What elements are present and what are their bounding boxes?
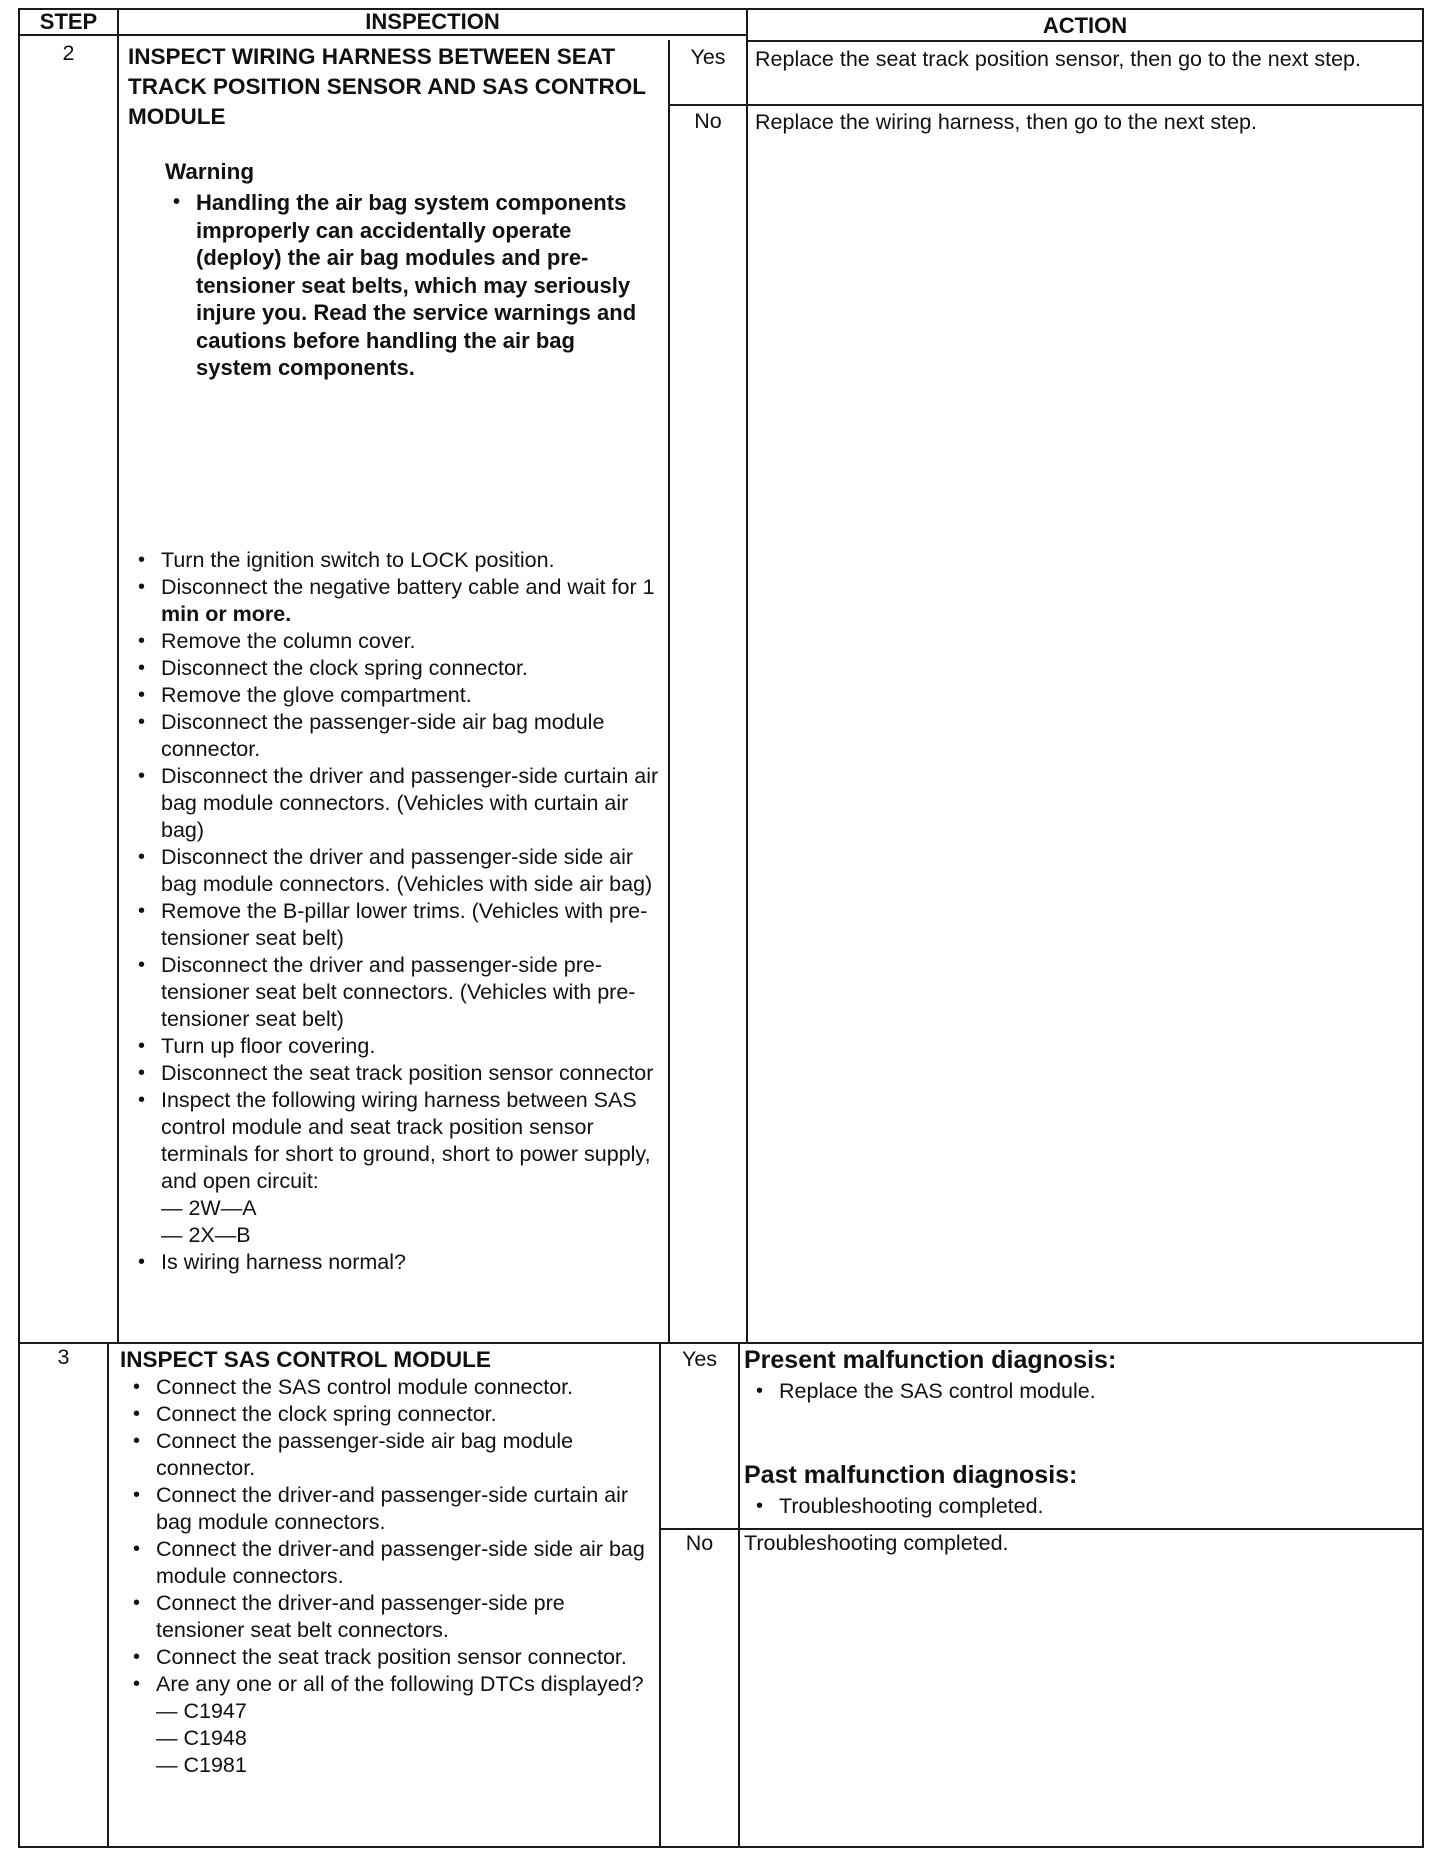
list-item: • Disconnect the seat track position sensor connector <box>130 1060 660 1087</box>
step3-title: INSPECT SAS CONTROL MODULE <box>120 1347 491 1372</box>
step2-no-action: Replace the wiring harness, then go to the next step. <box>755 110 1257 134</box>
list-item-text: Disconnect the negative battery cable and wait for 1 <box>161 575 655 599</box>
action-col-sep-row2 <box>746 8 748 1344</box>
list-item-text: Inspect the following wiring harness between SAS control module and seat track position sensor terminals for short to ground, short to power supply, and open circuit: <box>161 1088 651 1193</box>
list-item: • Connect the driver-and passenger-side pre tensioner seat belt connectors. <box>125 1590 655 1644</box>
step3-no-action: Troubleshooting completed. <box>744 1531 1009 1555</box>
header-underline-left <box>18 34 746 36</box>
list-item: • Connect the seat track position sensor connector. <box>125 1644 655 1671</box>
header-step: STEP <box>39 9 98 34</box>
list-item: • Remove the column cover. <box>130 628 660 655</box>
action-col-sep-row3 <box>738 1342 740 1848</box>
table-bottom-border <box>18 1846 1424 1848</box>
present-malfunction-list <box>748 1378 1408 1405</box>
list-item: • Remove the glove compartment. <box>130 682 660 709</box>
warning-text: • Handling the air bag system components improperly can accidentally operate (deploy) the air bag modules and pre-tensioner seat belts, which may seriously injure you. Read the service warnings and cautions before handling the air bag system components. <box>165 189 653 382</box>
list-item: • Connect the passenger-side air bag module connector. <box>125 1428 655 1482</box>
dtc-item: — C1947 <box>156 1699 247 1723</box>
step2-title: INSPECT WIRING HARNESS BETWEEN SEAT TRACK POSITION SENSOR AND SAS CONTROL MODULE <box>128 44 646 129</box>
step2-procedure-list <box>130 547 660 1276</box>
present-malfunction-heading: Present malfunction diagnosis: <box>744 1346 1117 1374</box>
list-item: • Connect the driver-and passenger-side curtain air bag module connectors. <box>125 1482 655 1536</box>
list-item: • Connect the clock spring connector. <box>125 1401 655 1428</box>
list-item <box>130 574 660 628</box>
list-item: • Disconnect the driver and passenger-side side air bag module connectors. (Vehicles with side air bag) <box>130 844 660 898</box>
list-item: • Is wiring harness normal? <box>130 1249 660 1276</box>
dtc-item: — C1981 <box>156 1753 247 1777</box>
list-item-bold: min or more. <box>161 602 292 626</box>
step3-procedure-list <box>125 1374 655 1779</box>
list-item-text: Are any one or all of the following DTCs displayed? <box>156 1672 644 1696</box>
header-underline-right <box>746 40 1424 42</box>
step-col-sep-row2 <box>117 8 119 1344</box>
warning-list <box>165 189 653 382</box>
list-item: • Disconnect the driver and passenger-side curtain air bag module connectors. (Vehicles with curtain air bag) <box>130 763 660 844</box>
step3-yes-label: Yes <box>681 1347 718 1371</box>
answer-col-sep-row3 <box>659 1342 661 1848</box>
list-item: • Replace the SAS control module. <box>748 1378 1408 1405</box>
list-item: • Connect the SAS control module connector. <box>125 1374 655 1401</box>
step3-no-label: No <box>685 1531 714 1555</box>
warning-heading: Warning <box>165 159 255 184</box>
list-item: • Disconnect the passenger-side air bag module connector. <box>130 709 660 763</box>
list-item: • Turn the ignition switch to LOCK position. <box>130 547 660 574</box>
step-number-2: 2 <box>62 41 75 65</box>
dtc-item: — C1948 <box>156 1726 247 1750</box>
list-item: • Disconnect the driver and passenger-side pre-tensioner seat belt connectors. (Vehicles with pre-tensioner seat belt) <box>130 952 660 1033</box>
past-malfunction-list <box>748 1493 1408 1520</box>
list-item: • Connect the driver-and passenger-side side air bag module connectors. <box>125 1536 655 1590</box>
header-action: ACTION <box>1042 13 1128 38</box>
step2-yes-action: Replace the seat track position sensor, then go to the next step. <box>755 47 1361 71</box>
step-col-sep-row3 <box>107 1342 109 1848</box>
list-item: • Troubleshooting completed. <box>748 1493 1408 1520</box>
row2-yes-no-sep <box>668 104 1424 106</box>
step2-no-label: No <box>694 109 722 133</box>
step2-yes-label: Yes <box>690 45 726 69</box>
table-left-border <box>18 8 20 1848</box>
header-inspection: INSPECTION <box>365 9 500 34</box>
answer-col-sep-row2 <box>668 40 670 1344</box>
step-number-3: 3 <box>57 1345 70 1369</box>
list-item: • Turn up floor covering. <box>130 1033 660 1060</box>
circuit-item: — 2W—A <box>161 1196 257 1220</box>
list-item <box>125 1671 655 1779</box>
list-item: • Disconnect the clock spring connector. <box>130 655 660 682</box>
list-item <box>130 1087 660 1249</box>
row2-row3-sep <box>18 1342 1424 1344</box>
circuit-item: — 2X—B <box>161 1223 251 1247</box>
past-malfunction-heading: Past malfunction diagnosis: <box>744 1461 1078 1489</box>
list-item: • Remove the B-pillar lower trims. (Vehicles with pre-tensioner seat belt) <box>130 898 660 952</box>
table-right-border <box>1422 8 1424 1848</box>
